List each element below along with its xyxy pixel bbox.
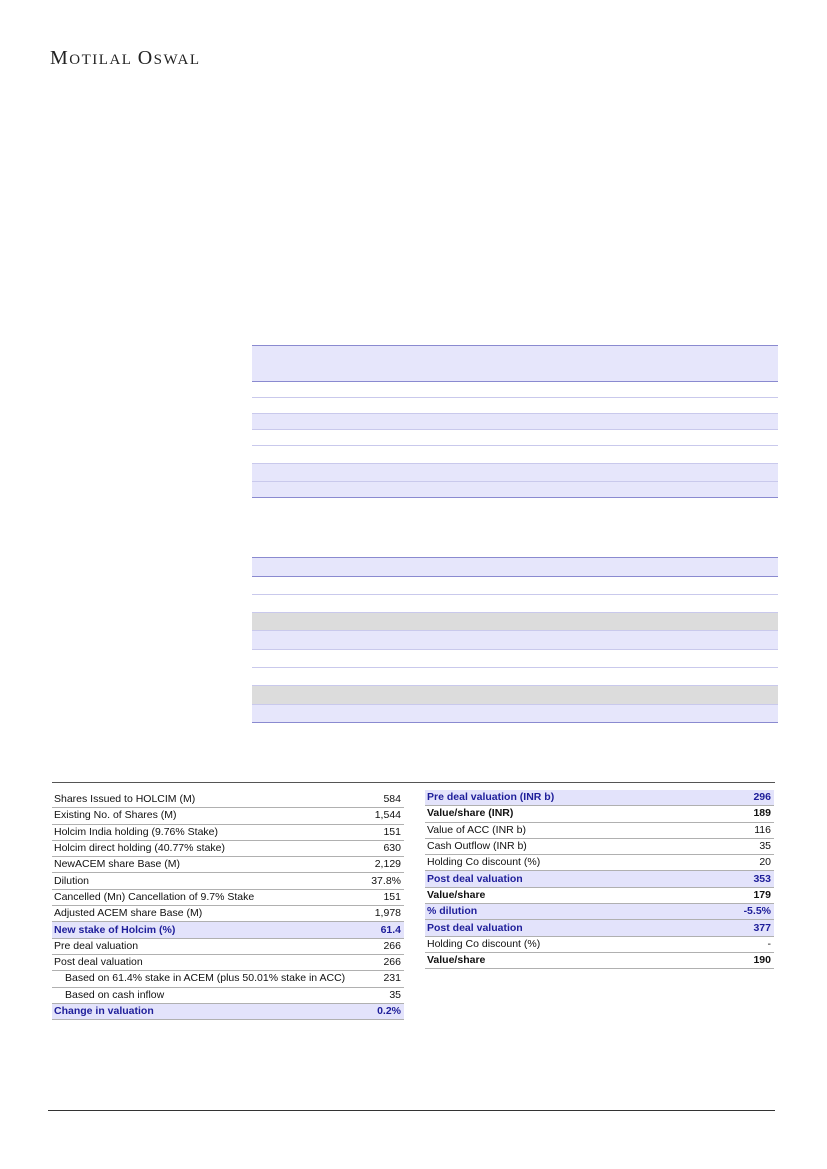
table-row bbox=[425, 806, 774, 822]
valuation-table-left bbox=[52, 792, 404, 1020]
row-value: 35 bbox=[367, 987, 404, 1003]
row-value: 116 bbox=[705, 822, 774, 838]
row-value: 190 bbox=[705, 952, 774, 968]
row-value: 1,544 bbox=[367, 808, 404, 824]
row-value: 35 bbox=[705, 838, 774, 854]
row-value: 179 bbox=[705, 887, 774, 903]
row-label: Holcim India holding (9.76% Stake) bbox=[52, 824, 367, 840]
row-label: Adjusted ACEM share Base (M) bbox=[52, 906, 367, 922]
row-value: 266 bbox=[367, 954, 404, 970]
table-row bbox=[52, 971, 404, 987]
faded-table-1 bbox=[252, 345, 778, 500]
table-row bbox=[425, 871, 774, 887]
row-label: Value/share bbox=[425, 887, 705, 903]
row-value: 37.8% bbox=[367, 873, 404, 889]
table-row bbox=[425, 790, 774, 806]
row-label: Pre deal valuation (INR b) bbox=[425, 790, 705, 806]
row-value: 151 bbox=[367, 824, 404, 840]
table-row bbox=[52, 840, 404, 856]
table-row bbox=[425, 887, 774, 903]
logo-text: SWAL bbox=[153, 52, 201, 68]
section-rule bbox=[52, 782, 775, 783]
row-value: 584 bbox=[367, 792, 404, 808]
row-label: Change in valuation bbox=[52, 1003, 367, 1019]
row-value: -5.5% bbox=[705, 904, 774, 920]
table-row bbox=[425, 822, 774, 838]
row-label: Based on cash inflow bbox=[52, 987, 367, 1003]
row-value: - bbox=[705, 936, 774, 952]
logo-letter: M bbox=[50, 47, 70, 69]
row-label: Based on 61.4% stake in ACEM (plus 50.01% stake in ACC) bbox=[52, 971, 367, 987]
table-row bbox=[52, 987, 404, 1003]
row-value: 377 bbox=[705, 920, 774, 936]
valuation-table-right bbox=[425, 790, 774, 969]
row-label: % dilution bbox=[425, 904, 705, 920]
table-row bbox=[425, 904, 774, 920]
row-value: 61.4 bbox=[367, 922, 404, 938]
row-label: Existing No. of Shares (M) bbox=[52, 808, 367, 824]
table-row bbox=[425, 855, 774, 871]
row-value: 353 bbox=[705, 871, 774, 887]
row-label: Holcim direct holding (40.77% stake) bbox=[52, 840, 367, 856]
row-label: Cancelled (Mn) Cancellation of 9.7% Stake bbox=[52, 889, 367, 905]
logo-letter: O bbox=[137, 47, 154, 69]
row-value: 266 bbox=[367, 938, 404, 954]
table-row bbox=[52, 906, 404, 922]
table-row bbox=[425, 920, 774, 936]
row-value: 0.2% bbox=[367, 1003, 404, 1019]
table-row bbox=[52, 922, 404, 938]
row-value: 296 bbox=[705, 790, 774, 806]
logo-text: OTILAL bbox=[69, 52, 133, 68]
brand-logo bbox=[50, 47, 201, 70]
row-value: 20 bbox=[705, 855, 774, 871]
table-row bbox=[52, 857, 404, 873]
row-label: Value/share bbox=[425, 952, 705, 968]
footer-rule bbox=[48, 1110, 775, 1111]
row-label: Holding Co discount (%) bbox=[425, 855, 705, 871]
row-label: Value of ACC (INR b) bbox=[425, 822, 705, 838]
row-value: 151 bbox=[367, 889, 404, 905]
table-row bbox=[52, 1003, 404, 1019]
row-label: Dilution bbox=[52, 873, 367, 889]
row-value: 189 bbox=[705, 806, 774, 822]
row-label: Value/share (INR) bbox=[425, 806, 705, 822]
table-row bbox=[425, 936, 774, 952]
row-label: Post deal valuation bbox=[425, 920, 705, 936]
row-label: Shares Issued to HOLCIM (M) bbox=[52, 792, 367, 808]
table-row bbox=[52, 792, 404, 808]
row-label: Holding Co discount (%) bbox=[425, 936, 705, 952]
table-row bbox=[425, 838, 774, 854]
row-value: 1,978 bbox=[367, 906, 404, 922]
row-label: Post deal valuation bbox=[52, 954, 367, 970]
table-row bbox=[52, 873, 404, 889]
row-value: 2,129 bbox=[367, 857, 404, 873]
row-value: 630 bbox=[367, 840, 404, 856]
table-row bbox=[52, 938, 404, 954]
row-label: Post deal valuation bbox=[425, 871, 705, 887]
table-row bbox=[52, 808, 404, 824]
row-label: NewACEM share Base (M) bbox=[52, 857, 367, 873]
faded-table-2 bbox=[252, 557, 778, 727]
table-row bbox=[52, 889, 404, 905]
row-label: Cash Outflow (INR b) bbox=[425, 838, 705, 854]
row-label: Pre deal valuation bbox=[52, 938, 367, 954]
row-label: New stake of Holcim (%) bbox=[52, 922, 367, 938]
table-row bbox=[52, 824, 404, 840]
table-row bbox=[425, 952, 774, 968]
row-value: 231 bbox=[367, 971, 404, 987]
table-row bbox=[52, 954, 404, 970]
